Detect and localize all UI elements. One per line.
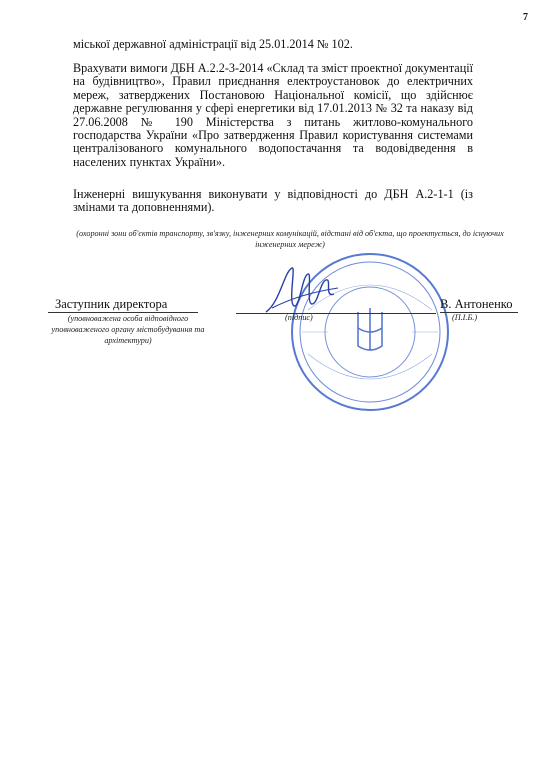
signatory-role: Заступник директора bbox=[55, 297, 168, 311]
page-number: 7 bbox=[523, 12, 528, 23]
paragraph-requirements: Врахувати вимоги ДБН А.2.2-3-2014 «Склад та зміст проектної документації на будівництво», Правил приєднання електроустановок до електричних мереж, затверджених Постановою Національної комісії, що здійснює державне регулювання у сфері енергетики від 17.01.2013 № 32 та наказу від 27.06.2008 № 190 Міністерства з питань житлово-комунального господарства України «Про затвердження Правил користування системами централізованого комунального водопостачання та водовідведення в населених пунктах України». bbox=[73, 61, 474, 169]
name-hint: (П.І.Б.) bbox=[452, 313, 478, 322]
trident-icon bbox=[358, 308, 382, 350]
signature-underline bbox=[236, 313, 436, 314]
signature-hint: (підпис) bbox=[285, 313, 313, 322]
hint-caption: (охоронні зони об'єктів транспорту, зв'язку, інженерних комунікацій, відстані від об'єкта, що проектується, до існуючих інженерних мереж) bbox=[76, 229, 504, 249]
paragraph-surveys: Інженерні вишукування виконувати у відповідності до ДБН А.2-1-1 (із змінами та доповненнями). bbox=[73, 187, 473, 215]
paragraph-intro: міської державної адміністрації від 25.01.2014 № 102. bbox=[73, 37, 353, 51]
role-note: (уповноважена особа відповідного уповноваженого органу містобудування та архітектури) bbox=[51, 314, 205, 345]
handwritten-signature bbox=[262, 262, 342, 320]
signatory-name: В. Антоненко bbox=[440, 297, 513, 311]
